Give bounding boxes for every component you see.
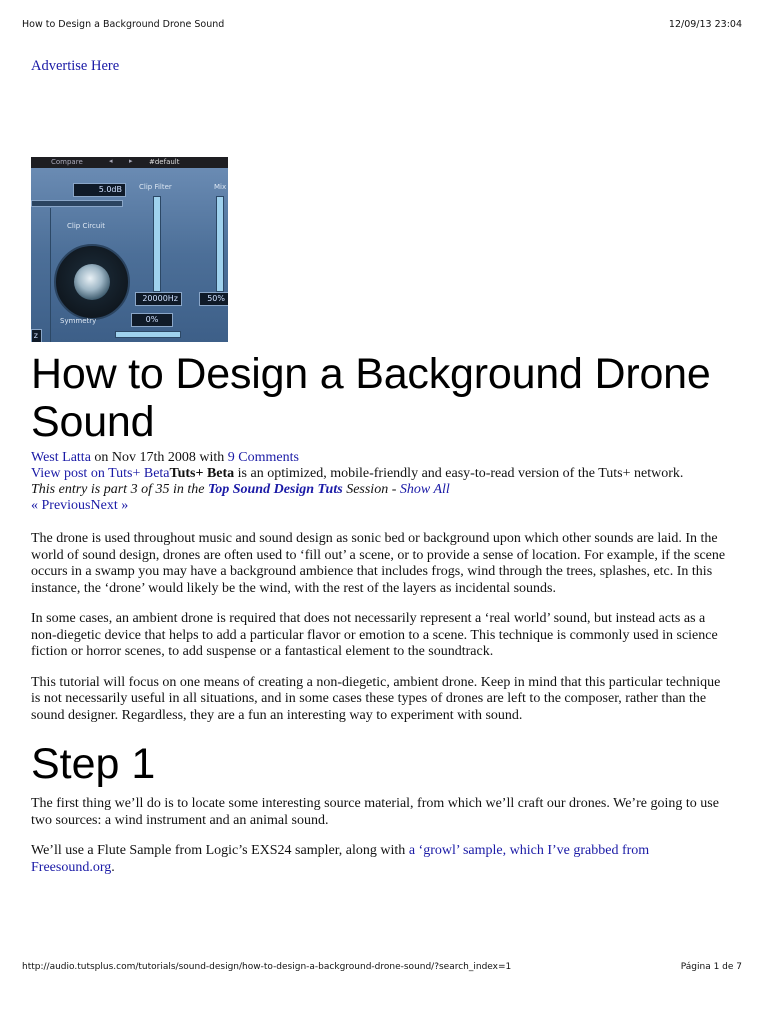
gain-display: 5.0dB <box>73 183 126 197</box>
beta-name: Tuts+ Beta <box>169 466 235 481</box>
next-arrow-icon: ▸ <box>129 157 133 165</box>
step-1-heading: Step 1 <box>31 740 156 788</box>
paragraph-1: The drone is used throughout music and sound design as sonic bed or background upon which other sounds are laid. In the world of sound design, drones are often used to ‘fill out’ a scene, or to provide a sense of location. For example, if the scene occurs in a swamp you may have a background ambience that includes frogs, wind through the trees, splashes, etc. In this instance, the ‘drone’ would likely be the wind, with the rest of the layers as incidental sounds. <box>31 531 726 596</box>
clip-filter-label: Clip Filter <box>139 183 172 191</box>
paragraph-5 <box>31 843 731 876</box>
gain-slider <box>31 200 123 207</box>
series-info <box>31 482 731 498</box>
plugin-toolbar <box>31 157 228 168</box>
preset-name: #default <box>149 158 180 166</box>
show-all-link[interactable]: Show All <box>399 482 450 497</box>
symmetry-slider <box>115 331 181 338</box>
article-content <box>31 58 731 876</box>
next-link[interactable]: Next » <box>90 498 129 513</box>
mix-display: 50% <box>199 292 228 306</box>
view-post-link[interactable]: View post on Tuts+ Beta <box>31 466 170 481</box>
plugin-panel <box>31 168 228 342</box>
symmetry-label: Symmetry <box>60 317 97 325</box>
print-footer-page: Página 1 de 7 <box>680 962 742 972</box>
prev-arrow-icon: ◂ <box>109 157 113 165</box>
paragraph-5-end: . <box>111 859 115 875</box>
clip-circuit-label: Clip Circuit <box>67 222 105 230</box>
beta-notice <box>31 466 731 482</box>
series-mid: Session - <box>342 482 400 497</box>
print-header <box>22 19 742 33</box>
mix-label: Mix <box>214 183 227 191</box>
paragraph-4: The first thing we’ll do is to locate some interesting source material, from which we’ll craft our drones. We’re going to use two sources: a wind instrument and an animal sound. <box>31 796 719 828</box>
clip-filter-slider <box>153 196 161 292</box>
series-prefix: This entry is part 3 of 35 in the <box>31 482 208 497</box>
print-header-title: How to Design a Background Drone Sound <box>22 19 225 30</box>
frequency-display: 20000Hz <box>135 292 182 306</box>
post-date: on Nov 17th 2008 with <box>90 450 228 465</box>
previous-link[interactable]: « Previous <box>31 498 91 513</box>
print-footer-url: http://audio.tutsplus.com/tutorials/sound-design/how-to-design-a-background-drone-sound/?search_index=1 <box>22 962 512 972</box>
series-link[interactable]: Top Sound Design Tuts <box>207 482 343 497</box>
comments-link[interactable]: 9 Comments <box>227 450 299 465</box>
panel-divider <box>50 208 51 342</box>
paragraph-5-text: We’ll use a Flute Sample from Logic’s EXS24 sampler, along with <box>31 843 409 858</box>
paragraph-3: This tutorial will focus on one means of creating a non-diegetic, ambient drone. Keep in mind that this particular technique is not necessarily useful in all situations, and in some cases these types of drones are left to the composer, rather than the sound designer. Regardless, they are a fun an interesting way to experiment with sound. <box>31 674 721 723</box>
symmetry-display: 0% <box>131 313 173 327</box>
freesound-link[interactable]: a ‘growl’ sample, which I’ve grabbed from Freesound.org <box>31 843 650 875</box>
hero-image <box>31 157 228 342</box>
beta-description: is an optimized, mobile-friendly and easy-to-read version of the Tuts+ network. <box>234 466 684 481</box>
clip-circuit-knob <box>54 244 130 320</box>
mix-slider <box>216 196 224 292</box>
edge-display: z <box>31 329 42 342</box>
author-link[interactable]: West Latta <box>31 450 91 465</box>
advertise-link[interactable]: Advertise Here <box>31 58 120 74</box>
compare-button: Compare <box>51 158 83 166</box>
print-header-datetime: 12/09/13 23:04 <box>668 19 742 30</box>
paragraph-2: In some cases, an ambient drone is required that does not necessarily represent a ‘real world’ sound, but instead acts as a non-diegetic device that helps to add a particular flavor or emotion to a scene. This technique is commonly used in science fiction or horror scenes, to add suspense or a fantastical element to the soundtrack. <box>31 611 718 659</box>
series-navigation <box>31 498 731 514</box>
print-footer <box>22 962 742 976</box>
article-title: How to Design a Background Drone Sound <box>31 350 711 446</box>
byline <box>31 450 731 466</box>
